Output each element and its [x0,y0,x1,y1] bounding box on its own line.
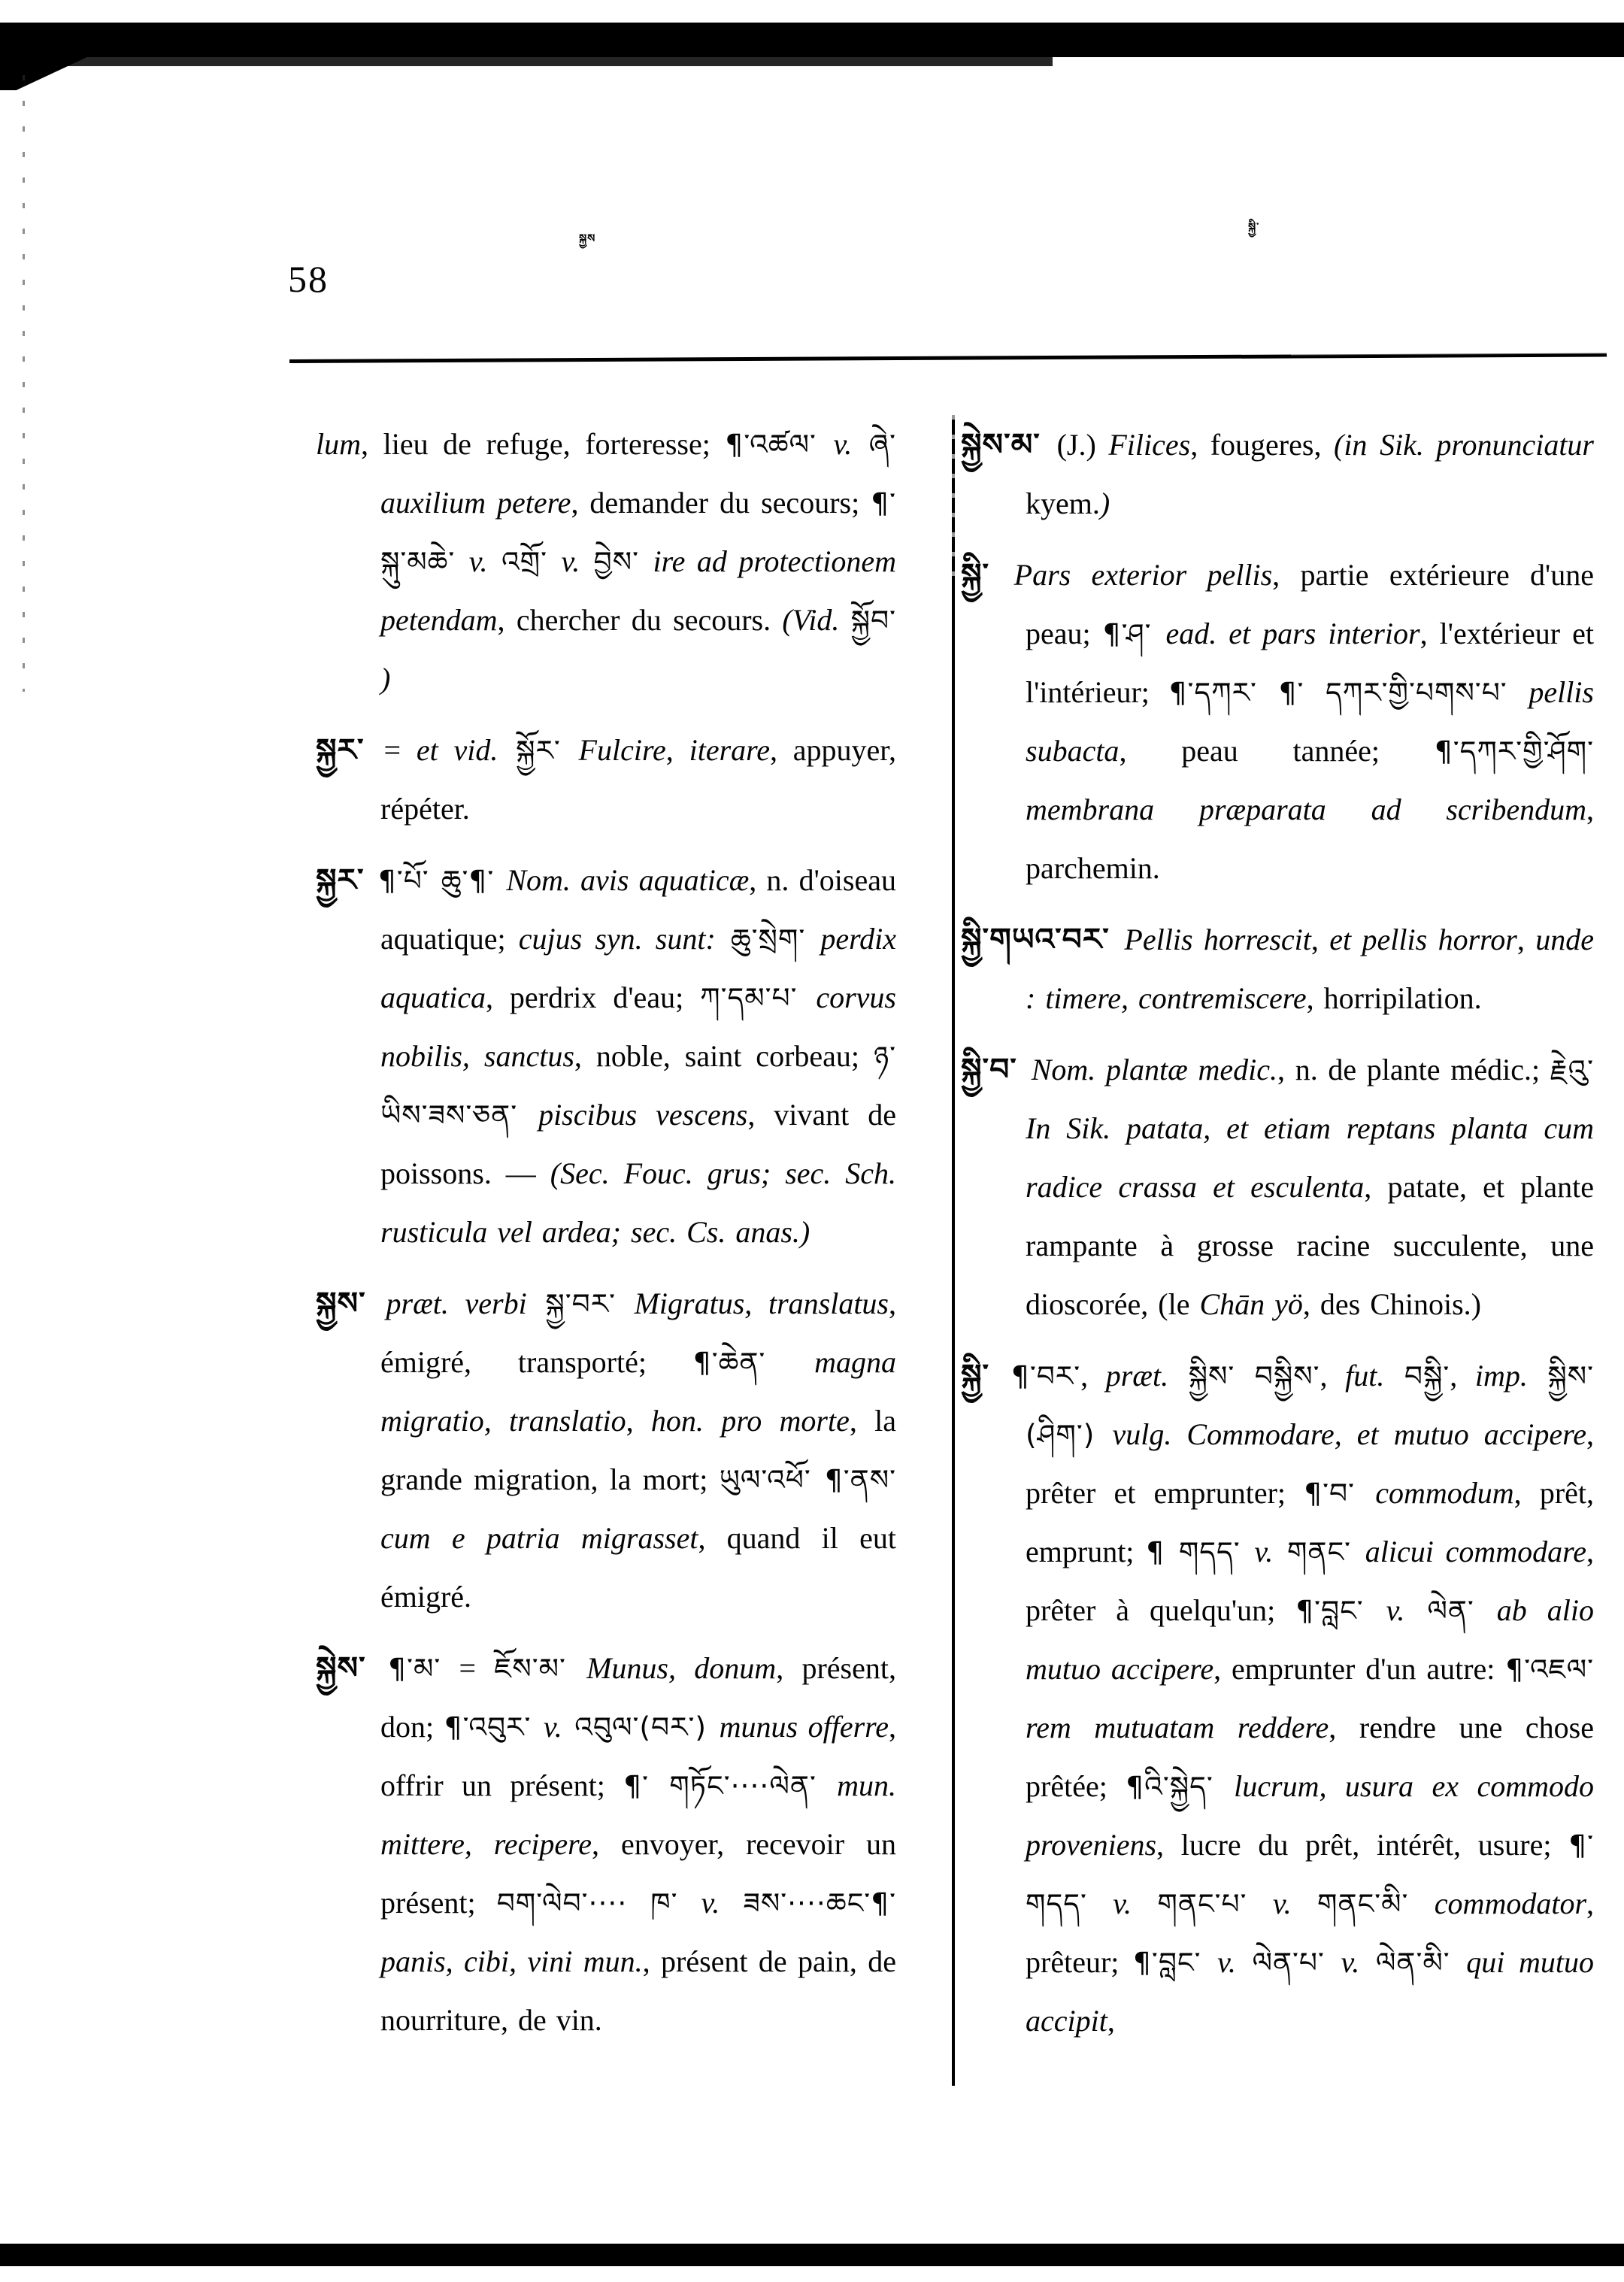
latin-italic-text: commodator [1434,1887,1587,1920]
french-text: , rendre une chose prêtée; [1026,1711,1594,1803]
latin-italic-text: vulg. Commodare, et mutuo accipere [1112,1417,1586,1451]
header-rule [289,353,1607,363]
tibetan-text: ¶་འཚལ་ [725,428,834,461]
entry-headword: སྐྱི་ [961,556,1014,592]
french-text: , n. d'oiseau aquatique; [380,863,896,956]
french-text: , [1516,923,1536,956]
latin-italic-text: v. [1341,1945,1360,1979]
latin-italic-text: et vid. [416,733,498,767]
latin-italic-text: præt. verbi [386,1286,527,1320]
french-text: , prêteur; [1026,1887,1595,1979]
latin-italic-text: auxilium petere [380,486,571,520]
entry-headword: སྐྱི་བ་ [961,1051,1032,1087]
french-text: (J.) [1056,428,1109,462]
french-text: , demander du secours; [571,486,871,520]
tibetan-text: ¶་དཀར་གྱི་ཤོག་ [1434,735,1594,768]
tibetan-text: ¶་སྐུ་མཆེ་ [380,486,896,578]
tibetan-text: ¶་འབུར་ [444,1711,544,1744]
french-text: , envoyer, recevoir un présent; [380,1827,897,1920]
french-text: , prêter à quelqu'un; [1026,1535,1594,1627]
left-column [316,415,896,2050]
tibetan-text: ¶ གདད་ [1146,1535,1255,1568]
latin-italic-text: Chān yö [1199,1287,1303,1321]
running-head-left: སྐྱས [579,232,596,245]
dictionary-entry [316,720,896,838]
entry-headword: སྐྱེས་མ་ [961,426,1057,462]
latin-italic-text: ead. et pars interior [1165,617,1420,650]
latin-italic-text: cum e patria migrasset [380,1521,698,1555]
french-text: , chercher du secours. [497,603,783,637]
tibetan-text: ¶་འཇལ་ [1505,1653,1594,1686]
dictionary-entry [316,850,896,1262]
tibetan-text: ¶་ཤ་ [1102,617,1166,650]
tibetan-text: སྐྱིས་(ཤིག་) [1026,1359,1595,1451]
french-text: , vivant de poissons. — [380,1098,897,1190]
tibetan-text: ¶་བླང་ [1133,1946,1218,1979]
tibetan-text: ཀ་དམ་པ་ [700,981,817,1014]
latin-italic-text: fut. [1345,1359,1385,1393]
dictionary-entry [961,1040,1594,1334]
latin-italic-text: commodum [1375,1476,1514,1510]
french-text: , la grande migration, la mort; [380,1404,896,1496]
french-text: , [1450,1359,1475,1393]
french-text: , des Chinois.) [1302,1287,1482,1321]
french-text: , fougeres, [1190,428,1334,462]
latin-italic-text: perdix aquatica [380,922,897,1014]
dictionary-entry [961,545,1594,898]
french-text: , [626,1404,651,1438]
french-text: , l'extérieur et l'intérieur; [1026,617,1594,709]
tibetan-text: འབུལ་(བར་) [562,1711,720,1744]
french-text: = [383,733,417,767]
french-text: , parchemin. [1026,792,1594,885]
entry-headword: སྐྱི་གཡའ་བར་ [961,921,1125,957]
latin-italic-text: ) [1099,486,1110,520]
latin-italic-text: mun. mittere, recipere [380,1768,896,1861]
latin-italic-text: piscibus vescens [538,1098,748,1132]
scan-artifact-bottom-band [0,2244,1624,2266]
french-text: , émigré, transporté; [380,1286,896,1379]
scan-artifact-top-band [0,23,1624,57]
right-column [961,415,1594,2050]
french-text: , noble, saint corbeau; [574,1039,874,1073]
tibetan-text: སྐྱིས་ བསྐྱིས་ [1168,1359,1320,1393]
entry-headword: སྐྱས་ [316,1285,386,1321]
latin-italic-text: v. [833,427,853,461]
tibetan-text: རྗེའུ་ [1550,1053,1594,1086]
tibetan-text: ཉ་ཡིས་ཟས་ཅན་ [380,1040,897,1132]
latin-italic-text: præt. [1105,1359,1169,1393]
latin-italic-text: v. [1217,1945,1236,1979]
french-text: , [665,733,689,767]
tibetan-text: ¶་དཀར་ ¶་ དཀར་གྱི་པགས་པ་ [1168,676,1529,709]
scan-artifact-left-edge [23,75,25,692]
scan-artifact-left-wedge [0,56,90,90]
entry-headword: སྐྱར་ [316,862,378,898]
french-text: , offrir un présent; [380,1710,896,1802]
french-text: , prêter et emprunter; [1026,1417,1594,1510]
latin-italic-text: (Sec. Fouc. grus; sec. Sch. rusticula vel ardea; sec. Cs. anas.) [380,1156,897,1249]
tibetan-text: ཡུལ་འཕོ་ ¶་ནས་ [719,1463,896,1496]
tibetan-text: ¶་ཆེན་ [692,1346,815,1379]
dictionary-entry [316,1274,896,1626]
latin-italic-text: ire ad protectionem petendam [380,544,896,637]
latin-italic-text: munus offerre [719,1710,889,1744]
tibetan-text: ཇོས་མ་ [494,1652,587,1685]
latin-italic-text: v. [543,1710,562,1744]
running-head-right: སྐྱི་ [1248,220,1260,234]
tibetan-text: ¶་གདད་ [1026,1829,1594,1920]
tibetan-text: ¶་མ་ [388,1652,441,1685]
latin-italic-text: alicui commodare [1365,1535,1586,1568]
tibetan-text: གནང་ [1273,1535,1365,1568]
latin-italic-text: qui mutuo accipit [1026,1945,1594,2038]
latin-italic-text: lum [316,427,361,461]
french-text: , [1107,2004,1115,2038]
latin-italic-text: In Sik. patata, et etiam reptans planta cum radice crassa et esculenta [1026,1111,1594,1204]
latin-italic-text: hon. pro morte [650,1404,850,1438]
french-text: , patate, et plante rampante à grosse racine succulente, une dioscorée, (le [1026,1170,1594,1321]
page-number: 58 [288,258,329,300]
latin-italic-text: rem mutuatam reddere [1026,1711,1329,1744]
latin-italic-text: v. [561,544,580,578]
tibetan-text: ལེན་མི་ [1359,1946,1467,1979]
tibetan-text: ¶འི་སྐྱེད་ [1126,1770,1235,1803]
latin-italic-text: corvus nobilis, sanctus [380,980,896,1073]
french-text: = [441,1651,495,1685]
latin-italic-text: iterare [689,733,770,767]
latin-italic-text: v. [1272,1887,1292,1920]
tibetan-text: བག་ལེབ་···· ཁ་ [496,1887,701,1920]
french-text: kyem. [1026,486,1100,520]
latin-italic-text: magna migratio, translatio [380,1345,896,1438]
column-divider [952,415,955,2086]
dictionary-entry [961,415,1594,533]
french-text: , présent de pain, de nourriture, de vin. [380,1944,896,2037]
entry-headword: སྐྱི་ [961,1357,1011,1393]
tibetan-text: ¶་བར་ [1010,1359,1081,1393]
tibetan-text: ལེན་པ་ [1235,1946,1341,1979]
tibetan-text: ¶་བ་ [1304,1477,1376,1510]
tibetan-text: ལེན་ [1404,1594,1497,1627]
latin-italic-text: Fulcire [578,733,666,767]
french-text: , [1320,1359,1346,1393]
latin-italic-text: v. [468,544,488,578]
french-text: , prêt, emprunt; [1026,1476,1595,1568]
french-text: , perdrix d'eau; [485,980,701,1014]
french-text: , lieu de refuge, forteresse; [361,427,726,461]
latin-italic-text: Filices [1108,428,1191,462]
latin-italic-text: cujus syn. sunt: [518,922,716,956]
latin-italic-text: et pellis horror [1329,923,1517,956]
french-text: , partie extérieure d'une peau; [1026,558,1594,650]
french-text: , [1310,923,1330,956]
french-text: , appuyer, répéter. [380,733,897,826]
french-text: , lucre du prêt, intérêt, usure; [1156,1828,1569,1862]
dictionary-entry [316,415,896,708]
latin-italic-text: ) [380,662,391,696]
latin-italic-text: Nom. avis aquaticæ [506,863,750,897]
dictionary-entry [961,1346,1594,2050]
tibetan-text: གནང་པ་ [1132,1887,1273,1920]
tibetan-text: ¶་པོ་ ཆུ་¶་ [377,864,507,897]
french-text: , horripilation. [1306,981,1482,1015]
latin-italic-text: (in Sik. pronunciatur [1334,428,1594,462]
latin-italic-text: v. [1386,1593,1405,1627]
latin-italic-text: v. [1254,1535,1274,1568]
latin-italic-text: Migratus, translatus [634,1286,889,1320]
french-text: , n. de plante médic.; [1277,1053,1550,1086]
latin-italic-text: (Vid. [782,603,851,637]
tibetan-text: ཆུ་སྲེག་ [715,923,821,956]
tibetan-text: ¶་ གཏོང་····ལེན་ [623,1769,838,1802]
latin-italic-text: Nom. plantæ medic. [1031,1053,1278,1086]
french-text: , peau tannée; [1119,734,1435,768]
latin-italic-text: lucrum, usura ex commodo proveniens [1026,1769,1594,1862]
entry-headword: སྐྱེས་ [316,1650,389,1686]
tibetan-text: བྱེས་ [580,545,653,578]
latin-italic-text: Pellis horrescit [1124,923,1311,956]
latin-italic-text: membrana præparata ad scribendum [1026,792,1586,826]
tibetan-text: ¶་བླང་ [1295,1594,1386,1627]
latin-italic-text: Munus, donum [586,1651,777,1685]
tibetan-text: འགྲོ་ [487,545,562,578]
dictionary-entry [961,910,1594,1028]
latin-italic-text: unde : timere, contremiscere [1026,923,1595,1015]
french-text: , emprunter d'un autre: [1213,1652,1506,1686]
tibetan-text: ཞེ་ [852,428,896,461]
latin-italic-text: v. [1113,1887,1132,1920]
tibetan-text: བསྐྱི་ [1384,1359,1450,1393]
french-text: , présent, don; [380,1651,896,1744]
tibetan-text: སྐྱ་བར་ [526,1287,635,1320]
tibetan-text: གནང་མི་ [1291,1887,1435,1920]
latin-italic-text: pellis subacta [1026,675,1594,768]
latin-italic-text: panis, cibi, vini mun. [380,1944,643,1978]
french-text: , [1080,1359,1106,1393]
dictionary-entry [316,1638,896,2050]
tibetan-text: ཟས་····ཆང་¶་ [720,1887,896,1920]
latin-italic-text: v. [701,1886,720,1920]
entry-headword: སྐྱར་ [316,732,384,768]
latin-italic-text: Pars exterior pellis [1013,558,1273,592]
tibetan-text: སྐྱོབ་ [850,604,896,637]
tibetan-text: སྐྱོར་ [498,734,579,767]
latin-italic-text: imp. [1474,1359,1528,1393]
latin-italic-text: ab alio mutuo accipere [1026,1593,1594,1686]
french-text: , quand il eut émigré. [380,1521,896,1614]
